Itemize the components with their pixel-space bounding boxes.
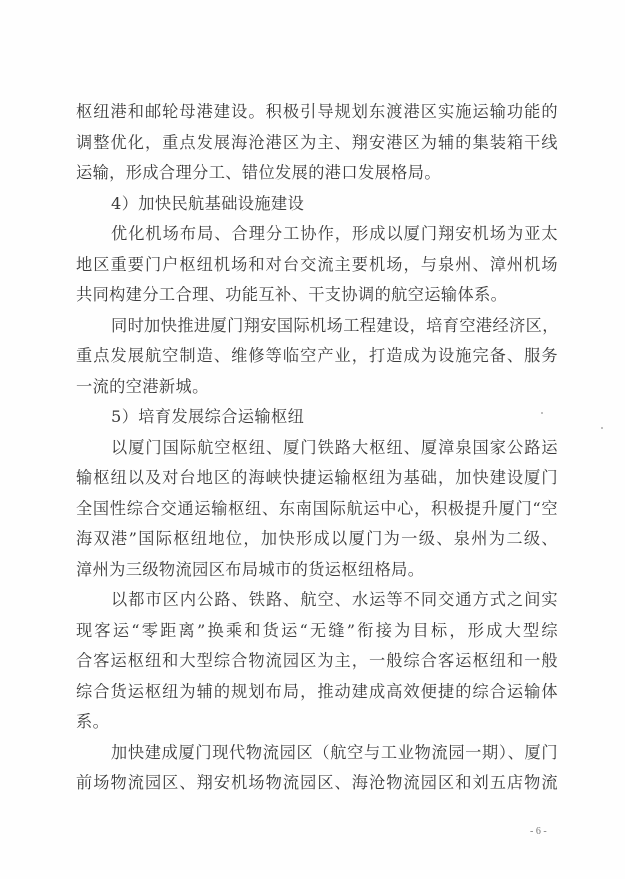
paragraph-line: 全国性综合交通运输枢纽、东南国际航运中心，积极提升厦门“空 [76, 498, 558, 518]
paragraph-line: 现客运“零距离”换乘和货运“无缝”衔接为目标，形成大型综 [76, 620, 558, 640]
paragraph-line: 综合货运枢纽为辅的规划布局，推动建成高效便捷的综合运输体 [76, 681, 558, 701]
paragraph-line: 枢纽港和邮轮母港建设。积极引导规划东渡港区实施运输功能的 [76, 102, 558, 121]
paragraph-line: 共同构建分工合理、功能互补、干支协调的航空运输体系。 [76, 285, 508, 304]
paragraph-line: 地区重要门户枢纽机场和对台交流主要机场，与泉州、漳州机场 [76, 254, 558, 274]
paragraph-line: 海双港”国际枢纽地位，加快形成以厦门为一级、泉州为二级、 [76, 529, 558, 548]
body-text [76, 97, 558, 799]
scan-speck [541, 412, 543, 414]
section-heading-5: 5）培育发展综合运输枢纽 [111, 407, 305, 426]
paragraph-line: 合客运枢纽和大型综合物流园区为主，一般综合客运枢纽和一般 [76, 651, 558, 670]
paragraph-line: 重点发展航空制造、维修等临空产业，打造成为设施完备、服务 [76, 346, 558, 365]
paragraph-line: 以厦门国际航空枢纽、厦门铁路大枢纽、厦漳泉国家公路运 [111, 437, 558, 457]
section-heading-4: 4）加快民航基础设施建设 [111, 193, 305, 213]
paragraph-line: 加快建成厦门现代物流园区（航空与工业物流园一期）、厦门 [111, 742, 558, 762]
paragraph-line: 优化机场布局、合理分工协作，形成以厦门翔安机场为亚太 [111, 224, 558, 243]
paragraph-line: 系。 [76, 712, 110, 731]
paragraph-line: 前场物流园区、翔安机场物流园区、海沧物流园区和刘五店物流 [76, 773, 558, 792]
paragraph-line: 漳州为三级物流园区布局城市的货运枢纽格局。 [76, 559, 425, 579]
paragraph-line: 以都市区内公路、铁路、航空、水运等不同交通方式之间实 [111, 590, 558, 609]
paragraph-line: 运输，形成合理分工、错位发展的港口发展格局。 [76, 163, 441, 182]
paragraph-line: 输枢纽以及对台地区的海峡快捷运输枢纽为基础，加快建设厦门 [76, 468, 558, 487]
paragraph-line: 一流的空港新城。 [76, 376, 209, 396]
paragraph-line: 同时加快推进厦门翔安国际机场工程建设，培育空港经济区， [111, 315, 559, 335]
page-number: - 6 - [530, 826, 547, 837]
paragraph-line: 调整优化，重点发展海沧港区为主、翔安港区为辅的集装箱干线 [76, 132, 558, 152]
scan-speck [601, 427, 603, 429]
